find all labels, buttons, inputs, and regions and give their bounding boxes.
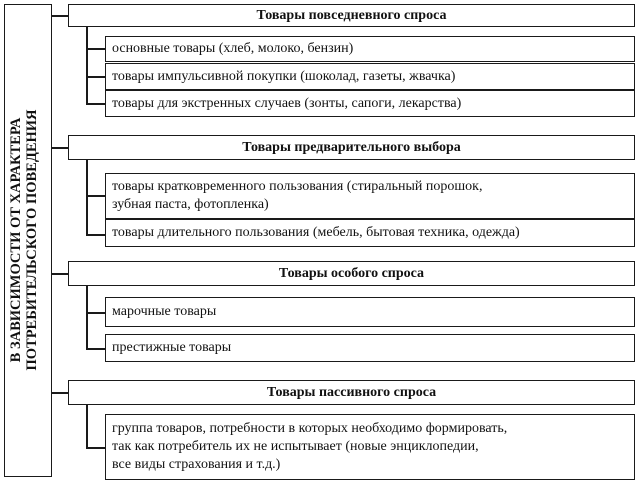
group-1-branch-vertical — [86, 27, 88, 103]
classification-criterion-label — [8, 10, 40, 470]
connector-side-to-group-1 — [52, 15, 68, 17]
group-3-branch-2 — [86, 348, 105, 350]
group-2-branch-2 — [86, 234, 105, 236]
group-1-branch-3 — [86, 103, 105, 105]
criterion-line-2: ПОТРЕБИТЕЛЬСКОГО ПОВЕДЕНИЯ — [24, 109, 40, 371]
group-1-branch-2 — [86, 76, 105, 78]
group-3-branch-vertical — [86, 286, 88, 348]
list-item: престижные товары — [105, 334, 635, 362]
list-item: товары длительного пользования (мебель, бытовая техника, одежда) — [105, 219, 635, 247]
group-3-branch-1 — [86, 312, 105, 314]
group-heading-special-demand-goods: Товары особого спроса — [68, 261, 635, 286]
connector-side-to-group-3 — [52, 273, 68, 275]
group-4-branch-vertical — [86, 405, 88, 447]
list-item: основные товары (хлеб, молоко, бензин) — [105, 36, 635, 62]
list-item: товары для экстренных случаев (зонты, сапоги, лекарства) — [105, 90, 635, 117]
list-item: марочные товары — [105, 297, 635, 327]
group-heading-preselection-goods: Товары предварительного выбора — [68, 135, 635, 160]
list-item: товары импульсивной покупки (шоколад, газеты, жвачка) — [105, 63, 635, 90]
criterion-line-1: В ЗАВИСИМОСТИ ОТ ХАРАКТЕРА — [8, 117, 24, 363]
group-4-branch-1 — [86, 447, 105, 449]
list-item: группа товаров, потребности в которых необходимо формировать, так как потребитель их не испытывает (новые энциклопедии, все виды страхования и т.д.) — [105, 414, 635, 480]
group-2-branch-vertical — [86, 160, 88, 234]
group-heading-passive-demand-goods: Товары пассивного спроса — [68, 380, 635, 405]
connector-side-to-group-2 — [52, 147, 68, 149]
group-2-branch-1 — [86, 195, 105, 197]
connector-side-to-group-4 — [52, 392, 68, 394]
group-1-branch-1 — [86, 48, 105, 50]
group-heading-everyday-goods: Товары повседневного спроса — [68, 4, 635, 27]
list-item: товары кратковременного пользования (стиральный порошок, зубная паста, фотопленка) — [105, 173, 635, 219]
